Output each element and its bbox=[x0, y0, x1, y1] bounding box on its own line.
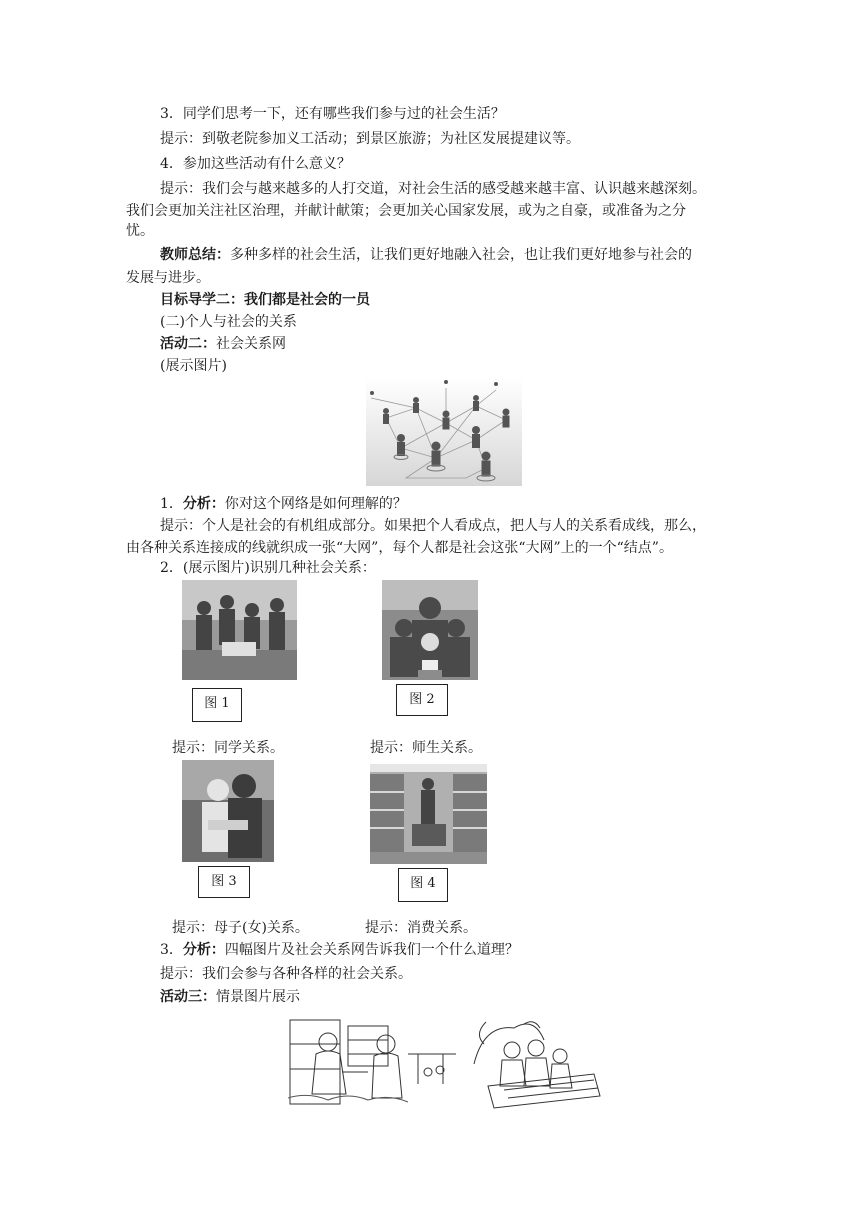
teacher-summary-label: 教师总结： bbox=[160, 247, 230, 263]
shop-scene-illustration bbox=[288, 1014, 458, 1110]
hint-consumer: 提示：消费关系。 bbox=[365, 920, 477, 936]
analysis-3-question: 3．分析：四幅图片及社会关系网告诉我们一个什么道理？ bbox=[160, 942, 519, 958]
section-2-heading: (二)个人与社会的关系 bbox=[160, 314, 297, 330]
teacher-summary-line-2: 发展与进步。 bbox=[126, 270, 210, 286]
hint-mother-child: 提示：母子(女)关系。 bbox=[172, 920, 309, 936]
figure-2-caption: 图 2 bbox=[396, 684, 448, 716]
analysis-1-label: 分析： bbox=[182, 496, 225, 512]
analysis-1-question: 1．分析：你对这个网络是如何理解的？ bbox=[160, 496, 407, 512]
analysis-1-hint-line-2: 由各种关系连接成的线就织成一张“大网”，每个人都是社会这张“大网”上的一个“结点”。 bbox=[126, 540, 673, 556]
question-2-relations: 2．(展示图片)识别几种社会关系： bbox=[160, 560, 376, 576]
social-network-image bbox=[366, 378, 522, 486]
figure-3-caption: 图 3 bbox=[198, 866, 250, 898]
activity-2-title: 社会关系网 bbox=[216, 336, 286, 352]
classmates-photo bbox=[182, 580, 297, 680]
supermarket-photo bbox=[370, 764, 487, 864]
teacher-summary-line-1 bbox=[160, 245, 692, 265]
figure-4-caption: 图 4 bbox=[398, 868, 448, 902]
figure-1-caption: 图 1 bbox=[192, 688, 242, 722]
hint-3: 提示：到敬老院参加义工活动；到景区旅游；为社区发展提建议等。 bbox=[160, 131, 580, 147]
hint-classmates: 提示：同学关系。 bbox=[172, 740, 284, 756]
park-scene-illustration bbox=[464, 1014, 604, 1110]
show-picture-note: (展示图片) bbox=[160, 358, 227, 374]
activity-3-heading bbox=[160, 987, 300, 1007]
analysis-1-hint-line-1: 提示：个人是社会的有机组成部分。如果把个人看成点，把人与人的关系看成线，那么， bbox=[160, 518, 706, 534]
hint-4-line-1: 提示：我们会与越来越多的人打交道，对社会生活的感受越来越丰富、认识越来越深刻。 bbox=[160, 181, 706, 197]
question-4: 4．参加这些活动有什么意义？ bbox=[160, 156, 351, 172]
hint-4-line-2: 我们会更加关注社区治理，并献计献策；会更加关心国家发展，或为之自豪，或准备为之分 bbox=[126, 203, 686, 219]
mother-child-photo bbox=[182, 760, 274, 862]
activity-2-heading bbox=[160, 334, 286, 354]
activity-3-title: 情景图片展示 bbox=[216, 989, 300, 1005]
goal-2-heading: 目标导学二：我们都是社会的一员 bbox=[160, 292, 370, 308]
activity-2-label: 活动二： bbox=[160, 336, 216, 352]
activity-3-label: 活动三： bbox=[160, 989, 216, 1005]
hint-4-line-3: 忧。 bbox=[126, 223, 154, 239]
hint-teacher-student: 提示：师生关系。 bbox=[370, 740, 482, 756]
analysis-3-label: 分析： bbox=[182, 942, 225, 958]
analysis-3-hint: 提示：我们会参与各种各样的社会关系。 bbox=[160, 966, 412, 982]
teacher-summary-text: 多种多样的社会生活，让我们更好地融入社会，也让我们更好地参与社会的 bbox=[230, 247, 692, 263]
question-3: 3．同学们思考一下，还有哪些我们参与过的社会生活？ bbox=[160, 106, 505, 122]
teacher-student-photo bbox=[382, 580, 478, 680]
